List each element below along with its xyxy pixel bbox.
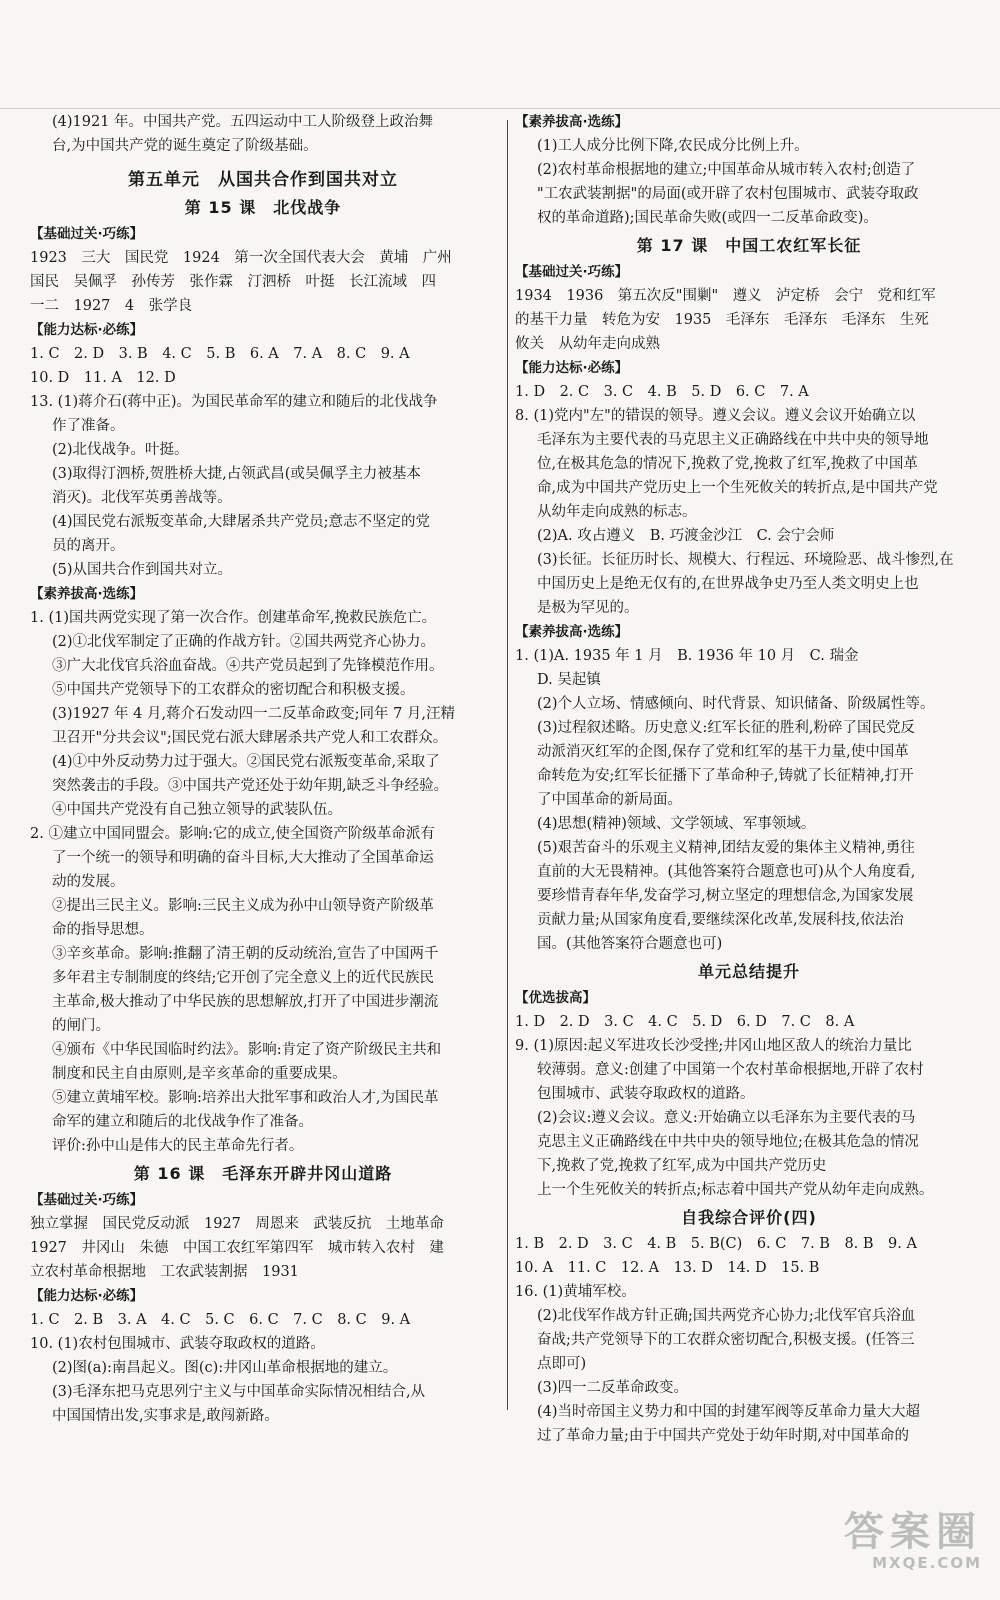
text-line: 消灭)。北伐军英勇善战等。: [52, 490, 232, 506]
text-line: 点即可): [537, 1356, 587, 1372]
text-line: 命军的建立和随后的北伐战争作了准备。: [52, 1114, 313, 1130]
text-line: (4)①中外反动势力过于强大。②国民党右派叛变革命,采取了: [52, 754, 440, 770]
text-line: 克思主义正确路线在中共中央的领导地位;在极其危急的情况: [537, 1134, 919, 1150]
text-line: (2)图(a):南昌起义。图(c):井冈山革命根据地的建立。: [52, 1360, 398, 1376]
column-divider: [507, 120, 508, 1410]
section-label: 【基础过关·巧练】: [515, 264, 629, 280]
text-line: 命,成为中国共产党历史上一个生死攸关的转折点,是中国共产党: [537, 480, 938, 496]
text-line: (2)A. 攻占遵义 B. 巧渡金沙江 C. 会宁会师: [537, 528, 835, 544]
text-line: 国。(其他答案符合题意也可): [537, 936, 723, 952]
section-label: 【能力达标·必练】: [30, 322, 144, 338]
section-label: 【能力达标·必练】: [30, 1288, 144, 1304]
text-line: (5)从国共合作到国共对立。: [52, 562, 233, 578]
text-line: 攸关 从幼年走向成熟: [515, 336, 660, 352]
text-line: (3)过程叙述略。历史意义:红军长征的胜利,粉碎了国民党反: [537, 720, 916, 736]
text-line: 包围城市、武装夺取政权的道路。: [537, 1086, 755, 1102]
text-line: (2)农村革命根据地的建立;中国革命从城市转入农村;创造了: [537, 162, 916, 178]
section-label: 【素养拔高·选练】: [515, 114, 629, 130]
intro-answer: [30, 110, 496, 158]
watermark-logo-text: 答案圈: [844, 1509, 982, 1555]
text-line: (3)毛泽东把马克思列宁主义与中国革命实际情况相结合,从: [52, 1384, 426, 1400]
text-line: ③广大北伐官兵浴血奋战。④共产党员起到了先锋模范作用。: [52, 658, 444, 674]
text-line: 过了革命力量;由于中国共产党处于幼年时期,对中国革命的: [537, 1428, 909, 1444]
text-line: 制度和民主自由原则,是辛亥革命的重要成果。: [52, 1066, 347, 1082]
text-line: 多年君主专制制度的终结;它开创了完全意义上的近代民族民: [52, 970, 434, 986]
text-line: (1)工人成分比例下降,农民成分比例上升。: [537, 138, 809, 154]
section-label: 【素养拔高·选练】: [30, 586, 144, 602]
section-label: 【基础过关·巧练】: [30, 1192, 144, 1208]
text-line: 要珍惜青春年华,发奋学习,树立坚定的理想信念,为国家发展: [537, 888, 914, 904]
text-line: ④颁布《中华民国临时约法》。影响:肯定了资产阶级民主共和: [52, 1042, 442, 1058]
question-1: 1. (1)国共两党实现了第一次合作。创建革命军,挽救民族危亡。: [30, 610, 437, 626]
answer-line: 1. C 2. D 3. B 4. C 5. B 6. A 7. A 8. C 9. A: [30, 346, 410, 362]
lesson-17-title: 第 17 课 中国工农红军长征: [636, 236, 862, 255]
question-8: 8. (1)党内"左"的错误的领导。遵义会议。遵义会议开始确立以: [515, 408, 916, 424]
text-line: ⑤中国共产党领导下的工农群众的密切配合和积极支援。: [52, 682, 415, 698]
answer-line: 1. C 2. B 3. A 4. C 5. C 6. C 7. C 8. C 9. A: [30, 1312, 411, 1328]
text-line: 卫召开"分共会议";国民党右派大肆屠杀共产党人和工农群众。: [52, 730, 448, 746]
lesson-16-title: 第 16 课 毛泽东开辟井冈山道路: [133, 1164, 393, 1183]
watermark-url: MXQE.COM: [872, 1554, 982, 1572]
text-line: (2)个人立场、情感倾向、时代背景、知识储备、阶级属性等。: [537, 696, 935, 712]
text-line: ②提出三民主义。影响:三民主义成为孙中山领导资产阶级革: [52, 898, 434, 914]
text-line: 评价:孙中山是伟大的民主革命先行者。: [52, 1138, 304, 1154]
text-line: ③辛亥革命。影响:推翻了清王朝的反动统治,宣告了中国两千: [52, 946, 439, 962]
site-watermark: [772, 1510, 982, 1580]
lesson-15-title: 第 15 课 北伐战争: [184, 198, 342, 217]
text-line: 的基干力量 转危为安 1935 毛泽东 毛泽东 毛泽东 生死: [515, 312, 929, 328]
question-9: 9. (1)原因:起义军进攻长沙受挫;井冈山地区敌人的统治力量比: [515, 1038, 912, 1054]
text-line: (5)艰苦奋斗的乐观主义精神,团结友爱的集体主义精神,勇往: [537, 840, 915, 856]
text-line: 命转危为安;红军长征播下了革命种子,铸就了长征精神,打开: [537, 768, 914, 784]
text-line: 突然袭击的手段。③中国共产党还处于幼年期,缺乏斗争经验。: [52, 778, 449, 794]
answer-line: 1. D 2. C 3. C 4. B 5. D 6. C 7. A: [515, 384, 809, 400]
text-line: 独立掌握 国民党反动派 1927 周恩来 武装反抗 土地革命: [30, 1216, 444, 1232]
unit-title: 第五单元 从国共合作到国共对立: [128, 170, 398, 190]
section-label: 【基础过关·巧练】: [30, 226, 144, 242]
text-line: 下,挽救了党,挽救了红军,成为中国共产党历史: [537, 1158, 827, 1174]
text-line: "工农武装割据"的局面(或开辟了农村包围城市、武装夺取政: [537, 186, 919, 202]
text-line: 动的发展。: [52, 874, 125, 890]
text-line: (3)长征。长征历时长、规模大、行程远、环境险恶、战斗惨烈,在: [537, 552, 954, 568]
text-line: (4)国民党右派叛变革命,大肆屠杀共产党员;意志不坚定的党: [52, 514, 431, 530]
question-2-body: [30, 846, 496, 1158]
text-line: 上一个生死攸关的转折点;标志着中国共产党从幼年走向成熟。: [537, 1182, 934, 1198]
text-line: 从幼年走向成熟的标志。: [537, 504, 697, 520]
text-line: 权的革命道路);国民革命失败(或四一二反革命政变)。: [537, 210, 878, 226]
question-8-body: [515, 428, 983, 620]
text-line: 1927 井冈山 朱德 中国工农红军第四军 城市转入农村 建: [30, 1240, 444, 1256]
text-line: (4)当时帝国主义势力和中国的封建军阀等反革命力量大大超: [537, 1404, 921, 1420]
section-label: 【优选拔高】: [515, 990, 596, 1006]
question-10: 10. (1)农村包围城市、武装夺取政权的道路。: [30, 1336, 325, 1352]
text-line: (3)四一二反革命政变。: [537, 1380, 689, 1396]
text-line: 的闸门。: [52, 1018, 110, 1034]
question-16-body: [515, 1304, 983, 1448]
text-line: 较薄弱。意义:创建了中国第一个农村革命根据地,开辟了农村: [537, 1062, 924, 1078]
text-line: 国民 吴佩孚 孙传芳 张作霖 汀泗桥 叶挺 长江流域 四: [30, 274, 436, 290]
question-9-body: [515, 1058, 983, 1202]
question-10-body: [30, 1356, 496, 1428]
right-column: [515, 110, 983, 1448]
question-1-body: [30, 630, 496, 822]
section-label: 【能力达标·必练】: [515, 360, 629, 376]
text-line: (3)取得汀泗桥,贺胜桥大捷,占领武昌(或吴佩孚主力被基本: [52, 466, 421, 482]
text-line: 贡献力量;从国家角度看,要继续深化改革,发展科技,依法治: [537, 912, 904, 928]
text-line: 直前的大无畏精神。(其他答案符合题意也可)从个人角度看,: [537, 864, 916, 880]
text-line: 中国国情出发,实事求是,敢闯新路。: [52, 1408, 279, 1424]
text-line: (4)思想(精神)领域、文学领域、军事领域。: [537, 816, 816, 832]
text-line: (2)北伐军作战方针正确;国共两党齐心协力;北伐军官兵浴血: [537, 1308, 916, 1324]
text-line: ⑤建立黄埔军校。影响:培养出大批军事和政治人才,为国民革: [52, 1090, 439, 1106]
text-line: 一二 1927 4 张学良: [30, 298, 193, 314]
text-line: 命的指导思想。: [52, 922, 154, 938]
text-line: (2)①北伐军制定了正确的作战方针。②国共两党齐心协力。: [52, 634, 436, 650]
text-line: 作了准备。: [52, 418, 125, 434]
text-line: 了中国革命的新局面。: [537, 792, 682, 808]
summary-title: 单元总结提升: [697, 962, 800, 981]
text-line: 毛泽东为主要代表的马克思主义正确路线在中共中央的领导地: [537, 432, 929, 448]
question-13: 13. (1)蒋介石(蒋中正)。为国民革命军的建立和随后的北伐战争: [30, 394, 438, 410]
text-line: ④中国共产党没有自己独立领导的武装队伍。: [52, 802, 342, 818]
text-line: 主革命,极大推动了中华民族的思想解放,打开了中国进步潮流: [52, 994, 439, 1010]
text-line: 员的离开。: [52, 538, 125, 554]
question-2: 2. ①建立中国同盟会。影响:它的成立,使全国资产阶级革命派有: [30, 826, 435, 842]
answer-line: 10. D 11. A 12. D: [30, 370, 176, 386]
text-line: 中国历史上是绝无仅有的,在世界战争史乃至人类文明史上也: [537, 576, 919, 592]
text-line: 位,在极其危急的情况下,挽救了党,挽救了红军,挽救了中国革: [537, 456, 918, 472]
question-16: 16. (1)黄埔军校。: [515, 1284, 636, 1300]
section-label: 【素养拔高·选练】: [515, 624, 629, 640]
text-line: 台,为中国共产党的诞生奠定了阶级基础。: [52, 138, 318, 154]
text-line: 动派消灭红军的企图,保存了党和红军的基干力量,使中国革: [537, 744, 909, 760]
text-line: 立农村革命根据地 工农武装割据 1931: [30, 1264, 299, 1280]
text-line: D. 吴起镇: [537, 672, 601, 688]
question-13-body: [30, 414, 496, 582]
question-1: 1. (1)A. 1935 年 1 月 B. 1936 年 10 月 C. 瑞金: [515, 648, 859, 664]
text-line: (4)1921 年。中国共产党。五四运动中工人阶级登上政治舞: [52, 114, 434, 130]
text-line: (3)1927 年 4 月,蒋介石发动四一二反革命政变;同年 7 月,汪精: [52, 706, 456, 722]
answer-line: 1. D 2. D 3. C 4. C 5. D 6. D 7. C 8. A: [515, 1014, 855, 1030]
text-line: 1923 三大 国民党 1924 第一次全国代表大会 黄埔 广州: [30, 250, 452, 266]
text-line: (2)会议:遵义会议。意义:开始确立以毛泽东为主要代表的马: [537, 1110, 916, 1126]
carryover-answer: [515, 134, 983, 230]
answer-line: 1. B 2. D 3. C 4. B 5. B(C) 6. C 7. B 8. B 9. A: [515, 1236, 917, 1252]
text-line: 了一个统一的领导和明确的奋斗目标,大大推动了全国革命运: [52, 850, 434, 866]
self-eval-title: 自我综合评价(四): [681, 1208, 817, 1227]
left-column: [30, 110, 496, 1428]
top-rule: [0, 108, 1000, 109]
text-line: 1934 1936 第五次反"围剿" 遵义 泸定桥 会宁 党和红军: [515, 288, 936, 304]
question-1-body: [515, 668, 983, 956]
text-line: 是极为罕见的。: [537, 600, 639, 616]
answer-line: 10. A 11. C 12. A 13. D 14. D 15. B: [515, 1260, 820, 1276]
text-line: 奋战;共产党领导下的工农群众密切配合,积极支援。(任答三: [537, 1332, 915, 1348]
text-line: (2)北伐战争。叶挺。: [52, 442, 189, 458]
